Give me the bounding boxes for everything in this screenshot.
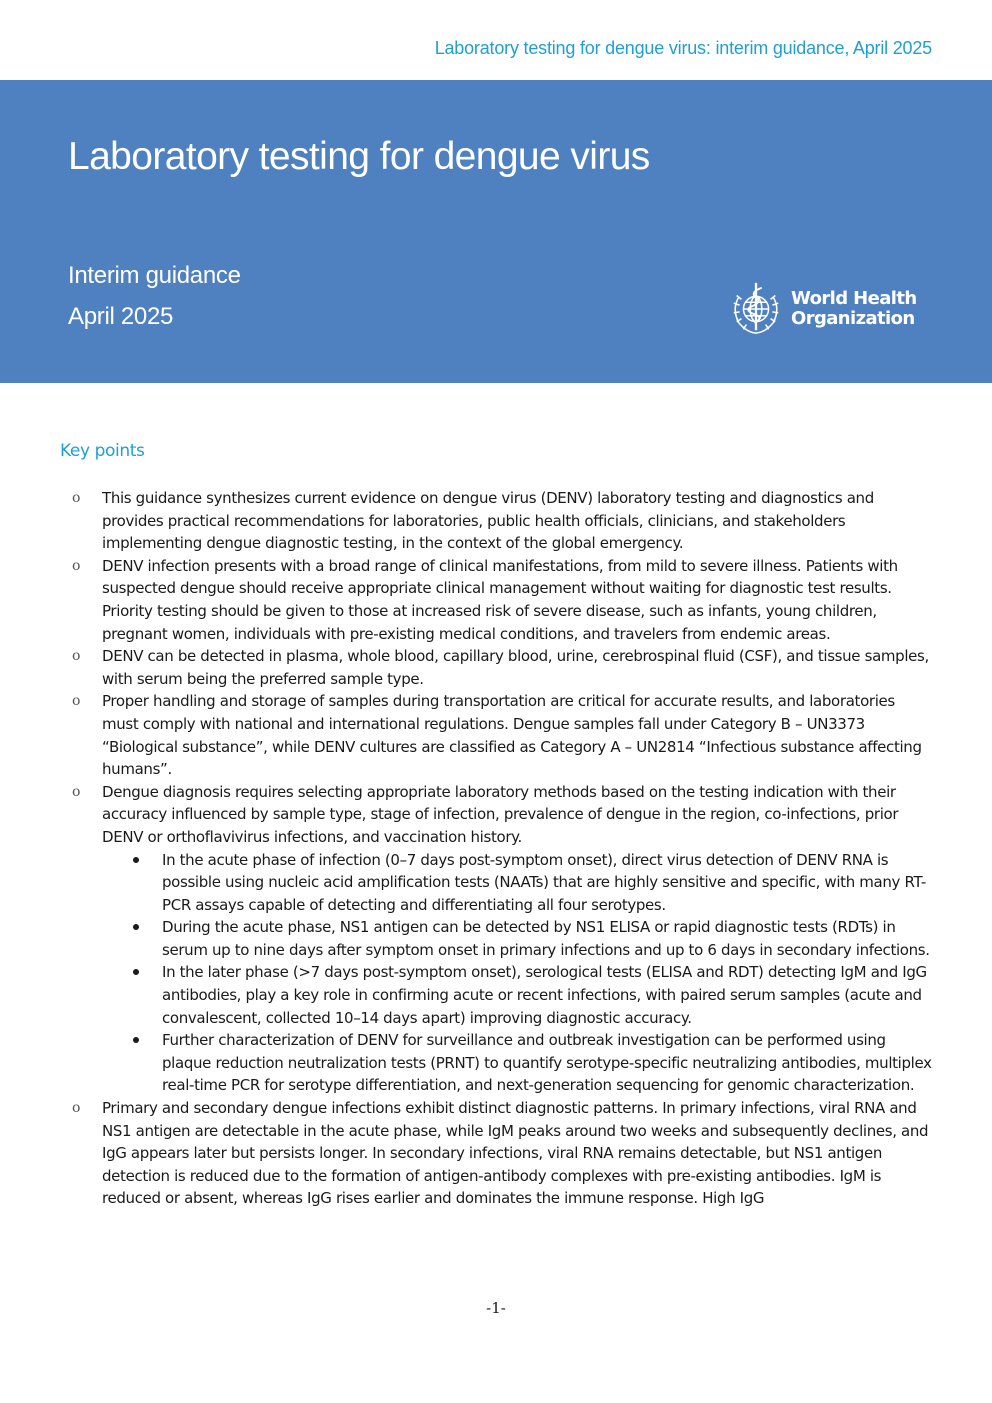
list-marker: o xyxy=(72,648,81,665)
list-marker: o xyxy=(72,557,81,574)
sub-list-item xyxy=(0,961,992,1029)
bullet-icon xyxy=(133,924,139,930)
list-item-text: Primary and secondary dengue infections exhibit distinct diagnostic patterns. In primary infections, viral RNA and NS1 antigen are detectable in the acute phase, while IgM peaks around two weeks and subsequently declines, and IgG appears later but persists longer. In secondary infections, viral RNA remains detectable, but NS1 antigen detection is reduced due to the formation of antigen-antibody complexes with pre-existing antibodies. IgM is reduced or absent, whereas IgG rises earlier and dominates the immune response. High IgG xyxy=(102,1099,929,1208)
list-item xyxy=(0,645,992,690)
document-subtitle: Interim guidance xyxy=(68,262,241,289)
list-item-text: Proper handling and storage of samples during transportation are critical for accurate results, and laboratories must comply with national and international regulations. Dengue samples fall under Category B – UN3373 “Biological substance”, while DENV cultures are classified as Category A – UN2814 “Infectious substance affecting humans”. xyxy=(102,692,922,779)
list-item xyxy=(0,487,992,555)
list-item xyxy=(0,555,992,645)
page-number: -1- xyxy=(486,1299,506,1317)
sub-list-item-text: During the acute phase, NS1 antigen can be detected by NS1 ELISA or rapid diagnostic tests (RDTs) in serum up to nine days after symptom onset in primary infections and up to 6 days in secondary infections. xyxy=(162,918,930,959)
sub-list-item xyxy=(0,1029,992,1097)
document-date: April 2025 xyxy=(68,303,174,330)
bullet-icon xyxy=(133,969,139,975)
sub-list-item-text: In the later phase (>7 days post-symptom onset), serological tests (ELISA and RDT) detecting IgM and IgG antibodies, play a key role in confirming acute or recent infections, with paired serum samples (acute and convalescent, collected 10–14 days apart) improving diagnostic accuracy. xyxy=(162,963,927,1027)
document-title: Laboratory testing for dengue virus xyxy=(68,135,650,178)
list-item-text: DENV can be detected in plasma, whole blood, capillary blood, urine, cerebrospinal fluid (CSF), and tissue samples, with serum being the preferred sample type. xyxy=(102,647,929,688)
sub-list-item xyxy=(0,916,992,961)
who-wordmark-line1: World Health xyxy=(791,288,917,309)
list-item-text: This guidance synthesizes current evidence on dengue virus (DENV) laboratory testing and diagnostics and provides practical recommendations for laboratories, public health officials, clinicians, and stakeholders implementing dengue diagnostic testing, in the context of the global emergency. xyxy=(102,489,874,553)
list-item xyxy=(0,1097,992,1210)
key-points-list xyxy=(0,487,992,1210)
who-emblem-icon xyxy=(727,280,785,338)
running-header: Laboratory testing for dengue virus: interim guidance, April 2025 xyxy=(434,38,932,58)
sub-list-item xyxy=(0,849,992,917)
list-marker: o xyxy=(72,1100,81,1117)
list-marker: o xyxy=(72,693,81,710)
list-item xyxy=(0,690,992,780)
list-item xyxy=(0,781,992,849)
who-logo xyxy=(727,280,917,338)
list-item-text: DENV infection presents with a broad range of clinical manifestations, from mild to severe illness. Patients with suspected dengue should receive appropriate clinical management without waiting for diagnostic test results. Priority testing should be given to those at increased risk of severe disease, such as infants, young children, pregnant women, individuals with pre-existing medical conditions, and travelers from endemic areas. xyxy=(102,556,898,643)
who-wordmark xyxy=(791,289,917,329)
list-item-text: Dengue diagnosis requires selecting appropriate laboratory methods based on the testing indication with their accuracy influenced by sample type, stage of infection, prevalence of dengue in the region, co-infections, prior DENV or orthoflavivirus infections, and vaccination history. xyxy=(102,782,899,846)
bullet-icon xyxy=(133,857,139,863)
sub-list-item-text: In the acute phase of infection (0–7 days post-symptom onset), direct virus detection of DENV RNA is possible using nucleic acid amplification tests (NAATs) that are highly sensitive and specific, with many RT-PCR assays capable of detecting and differentiating all four serotypes. xyxy=(162,850,926,914)
bullet-icon xyxy=(133,1037,139,1043)
key-points-heading: Key points xyxy=(60,441,145,461)
sub-list-item-text: Further characterization of DENV for surveillance and outbreak investigation can be performed using plaque reduction neutralization tests (PRNT) to quantify serotype-specific neutralizing antibodies, multiplex real-time PCR for serotype differentiation, and next-generation sequencing for genomic characterization. xyxy=(162,1031,932,1095)
who-wordmark-line2: Organization xyxy=(791,308,915,329)
list-marker: o xyxy=(72,490,81,506)
list-marker: o xyxy=(72,783,81,800)
